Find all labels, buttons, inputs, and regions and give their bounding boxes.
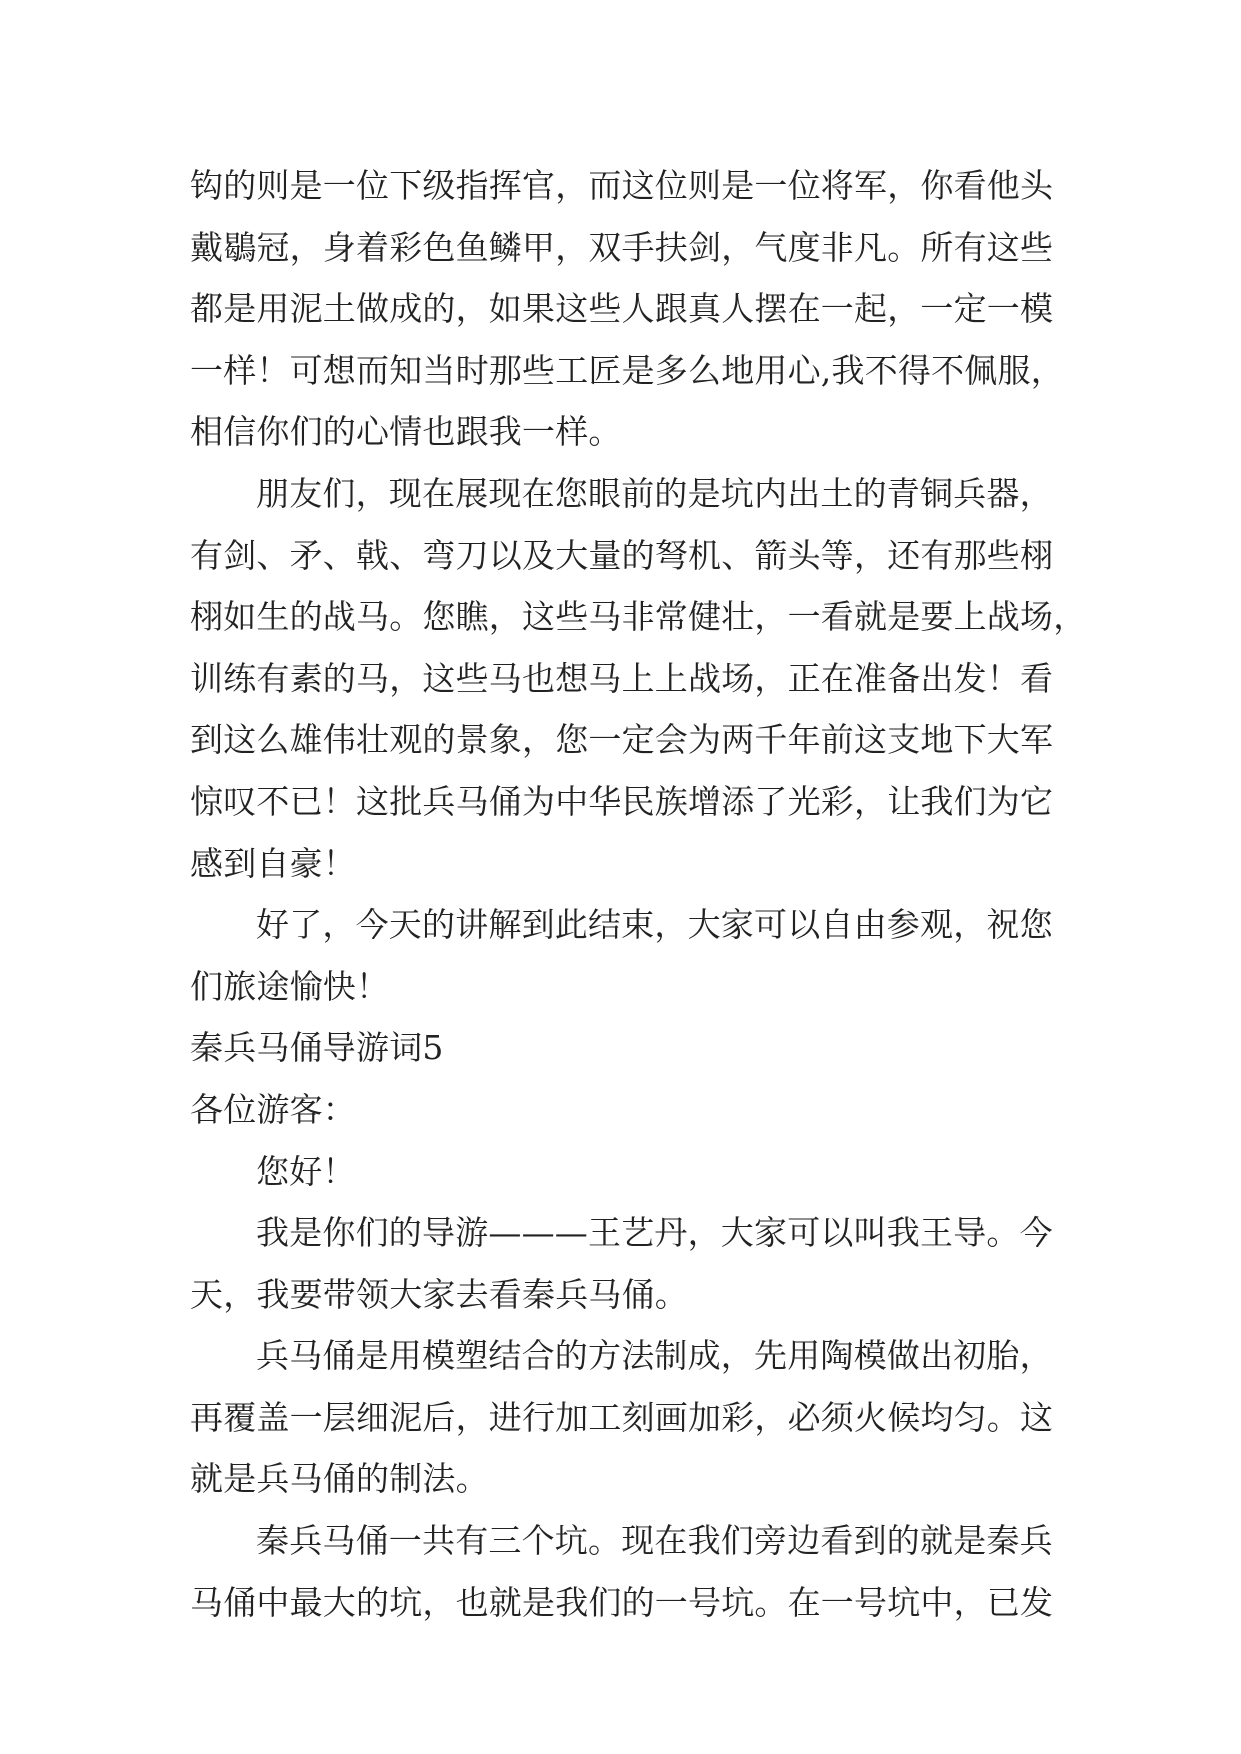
text-line: 有剑、矛、戟、弯刀以及大量的弩机、箭头等，还有那些栩 bbox=[190, 535, 1054, 575]
text-line: 都是用泥土做成的，如果这些人跟真人摆在一起，一定一模 bbox=[190, 289, 1054, 329]
text-line: 惊叹不已！这批兵马俑为中华民族增添了光彩，让我们为它 bbox=[190, 781, 1054, 821]
text-line: 感到自豪！ bbox=[190, 843, 356, 883]
paragraph-start-line: 我是你们的导游———王艺丹，大家可以叫我王导。今 bbox=[256, 1213, 1053, 1253]
paragraph-start-line: 兵马俑是用模塑结合的方法制成，先用陶模做出初胎， bbox=[256, 1336, 1053, 1376]
text-line: 到这么雄伟壮观的景象，您一定会为两千年前这支地下大军 bbox=[190, 720, 1054, 760]
text-line: 训练有素的马，这些马也想马上上战场，正在准备出发！看 bbox=[190, 658, 1054, 698]
text-line: 相信你们的心情也跟我一样。 bbox=[190, 412, 622, 452]
document-body bbox=[190, 155, 1087, 1633]
text-line: 一样！可想而知当时那些工匠是多么地用心,我不得不佩服， bbox=[190, 350, 1064, 390]
text-line: 再覆盖一层细泥后，进行加工刻画加彩，必须火候均匀。这 bbox=[190, 1397, 1054, 1437]
text-line: 马俑中最大的坑，也就是我们的一号坑。在一号坑中，已发 bbox=[190, 1582, 1054, 1622]
greeting-line: 您好！ bbox=[256, 1151, 356, 1191]
salutation: 各位游客： bbox=[190, 1089, 356, 1129]
text-line: 们旅途愉快！ bbox=[190, 966, 390, 1006]
text-line: 就是兵马俑的制法。 bbox=[190, 1459, 489, 1499]
section-title: 秦兵马俑导游词5 bbox=[190, 1028, 444, 1068]
text-line: 天，我要带领大家去看秦兵马俑。 bbox=[190, 1274, 688, 1314]
paragraph-start-line: 好了，今天的讲解到此结束，大家可以自由参观，祝您 bbox=[256, 905, 1053, 945]
paragraph-start-line: 朋友们，现在展现在您眼前的是坑内出土的青铜兵器， bbox=[256, 473, 1053, 513]
paragraph-start-line: 秦兵马俑一共有三个坑。现在我们旁边看到的就是秦兵 bbox=[256, 1521, 1053, 1561]
text-line: 栩如生的战马。您瞧，这些马非常健壮，一看就是要上战场， bbox=[190, 597, 1087, 637]
text-line: 戴鶡冠，身着彩色鱼鳞甲，双手扶剑，气度非凡。所有这些 bbox=[190, 227, 1054, 267]
text-line: 钩的则是一位下级指挥官，而这位则是一位将军，你看他头 bbox=[190, 166, 1054, 205]
